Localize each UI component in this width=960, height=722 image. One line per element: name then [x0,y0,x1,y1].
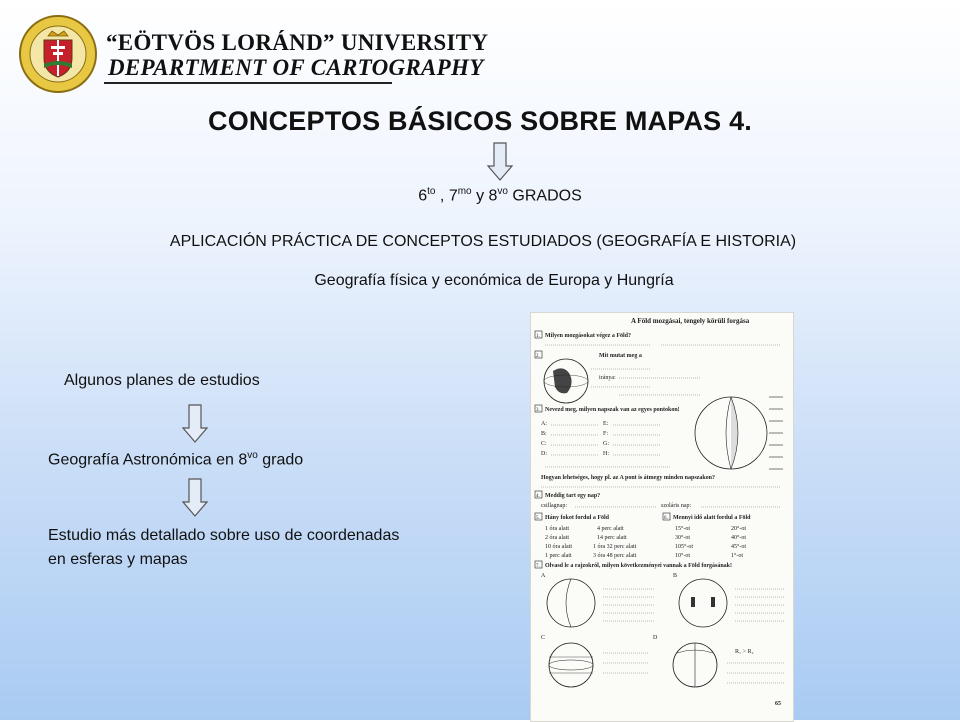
svg-text:105°-ot: 105°-ot [675,544,694,550]
astronomica-text: Geografía Astronómica en $8^{vo}$ grado [48,450,304,469]
svg-text:D: D [653,635,658,641]
svg-text:3 óra 48 perc alatt: 3 óra 48 perc alatt [593,553,637,559]
svg-text:R₁ > R₂: R₁ > R₂ [735,649,754,655]
svg-text:csillagnap:: csillagnap: [541,503,567,509]
svg-text:1.: 1. [536,334,540,339]
svg-text:7.: 7. [536,564,540,569]
svg-text:F:: F: [603,431,609,437]
svg-text:45°-ot: 45°-ot [731,544,747,550]
estudio-text: Estudio más detallado sobre uso de coordenadas en esferas y mapas [48,527,400,568]
aplicacion-heading: APLICACIÓN PRÁCTICA DE CONCEPTOS ESTUDIADOS (GEOGRAFÍA E HISTORIA) [169,233,797,250]
down-arrow-icon [486,142,514,182]
svg-text:G:: G: [603,441,609,447]
svg-text:B: B [673,573,678,579]
university-seal-logo [18,14,98,94]
worksheet-title: A Föld mozgásai, tengely körüli forgása [631,317,750,325]
down-arrow-icon [182,404,208,444]
svg-text:40°-ot: 40°-ot [731,535,747,541]
worksheet-scan-image [530,312,794,722]
page-title: CONCEPTOS BÁSICOS SOBRE MAPAS 4. [208,106,752,136]
svg-text:1 óra 32 perc alatt: 1 óra 32 perc alatt [593,544,637,550]
worksheet-q1: Milyen mozgásokat végez a Föld? [545,333,631,339]
svg-text:4 perc alatt: 4 perc alatt [597,526,624,532]
worksheet-q3: Nevezd meg, milyen napszak van az egyes pontokon! [545,407,680,413]
worksheet-q2: Mit mutat meg a [599,353,642,359]
svg-text:H:: H: [603,451,609,457]
svg-text:B:: B: [541,431,547,437]
svg-text:Hány fokot fordul a Föld: Hány fokot fordul a Föld [545,515,610,521]
svg-text:10 óra alatt: 10 óra alatt [545,544,572,550]
svg-text:3.: 3. [536,408,540,413]
svg-text:2.: 2. [536,354,540,359]
svg-text:1°-ot: 1°-ot [731,553,744,559]
department-name: DEPARTMENT OF CARTOGRAPHY [108,55,484,80]
svg-text:D:: D: [541,451,547,457]
svg-text:E:: E: [603,421,609,427]
svg-text:20°-ot: 20°-ot [731,526,747,532]
worksheet-page-number: 65 [775,701,781,707]
svg-text:5.: 5. [536,516,540,521]
svg-text:30°-ot: 30°-ot [675,535,691,541]
svg-text:14 perc alatt: 14 perc alatt [597,535,627,541]
header-divider [104,82,392,84]
svg-text:Mennyi idő alatt fordul a Föld: Mennyi idő alatt fordul a Föld [673,515,751,521]
grades-line: $6^{to}$ , $7^{mo}$ y $8^{vo}$ GRADOS [418,186,582,205]
planes-text: Algunos planes de estudios [64,372,260,389]
svg-text:1 perc alatt: 1 perc alatt [545,553,572,559]
svg-text:6.: 6. [664,516,668,521]
worksheet-q2-irany: iránya: [599,375,616,381]
worksheet-q3b: Hogyan lehetséges, hogy pl. az A pont is átmegy minden napszakon? [541,475,716,481]
geografia-subheading: Geografía física y económica de Europa y Hungría [314,272,674,289]
svg-text:4.: 4. [536,494,540,499]
svg-text:C:: C: [541,441,547,447]
worksheet-q7: Olvasd le a rajzokról, milyen következményei vannak a Föld forgásának! [545,563,732,569]
svg-text:szoláris nap:: szoláris nap: [661,503,692,509]
worksheet-q4: Meddig tart egy nap? [545,493,601,499]
svg-text:15°-ot: 15°-ot [675,526,691,532]
svg-text:C: C [541,635,546,641]
svg-text:10°-ot: 10°-ot [675,553,691,559]
svg-text:A: A [541,573,546,579]
svg-text:2 óra alatt: 2 óra alatt [545,535,569,541]
svg-text:1 óra alatt: 1 óra alatt [545,526,569,532]
down-arrow-icon [182,478,208,518]
university-name: “EÖTVÖS LORÁND” UNIVERSITY [106,30,489,55]
svg-text:A:: A: [541,421,547,427]
